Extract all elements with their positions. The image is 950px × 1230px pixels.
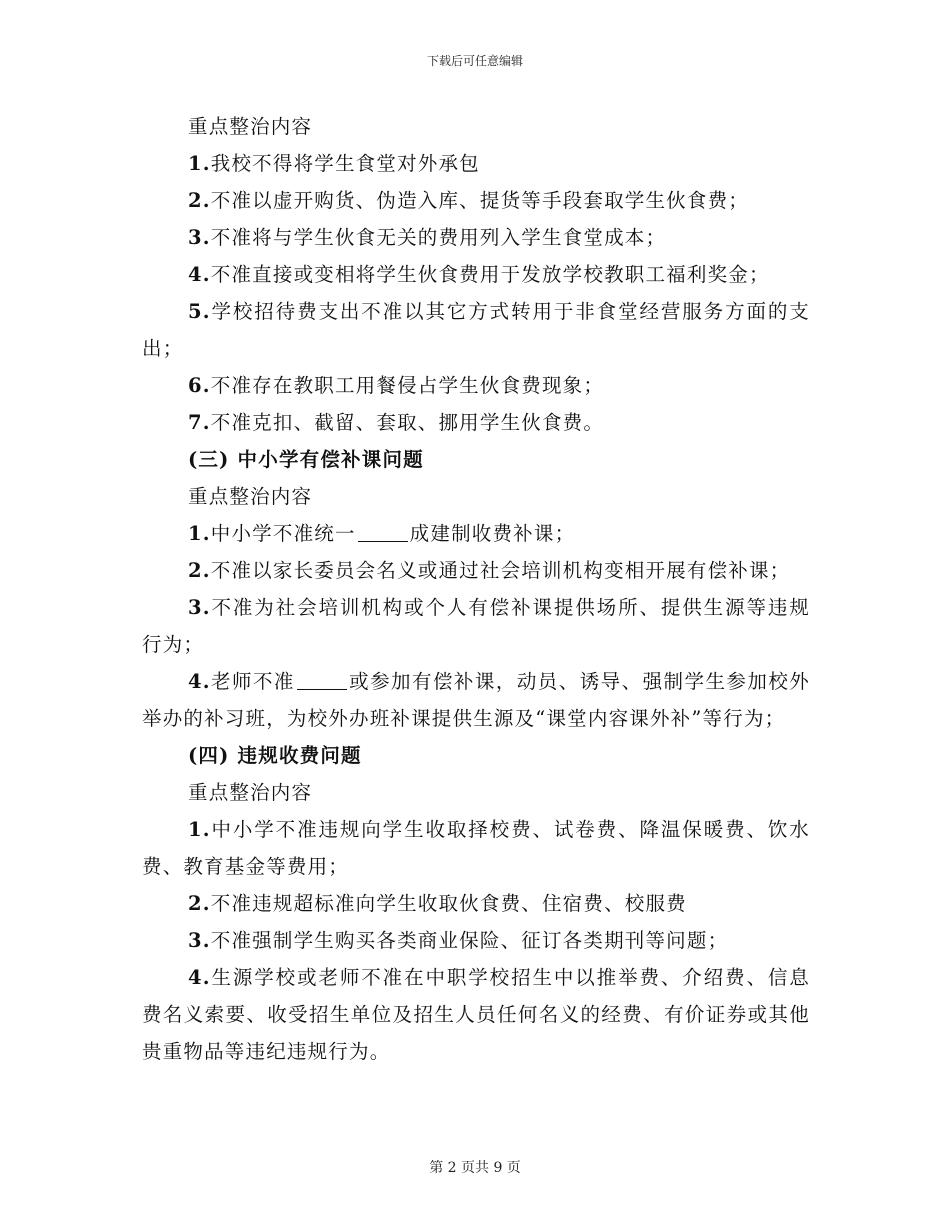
list-item [142, 182, 810, 219]
item-number: 2. [188, 189, 211, 212]
item-text: 不准克扣、截留、套取、挪用学生伙食费。 [210, 411, 605, 434]
fill-blank [358, 523, 408, 542]
item-text: 成建制收费补课； [409, 522, 576, 545]
list-item [142, 404, 810, 441]
list-item [142, 219, 810, 256]
item-text: 我校不得将学生食堂对外承包 [210, 152, 480, 175]
item-number: 4. [188, 263, 211, 286]
item-number: 1. [188, 522, 211, 545]
item-number: 3. [188, 929, 211, 952]
item-number: 6. [188, 374, 211, 397]
list-item [142, 367, 810, 404]
item-number: 5. [188, 300, 211, 323]
list-item [142, 145, 810, 182]
list-item [142, 885, 810, 922]
page-header: 下载后可任意编辑 [426, 54, 523, 68]
list-item [142, 515, 810, 552]
item-text: 或参加有偿补课，动员、诱导、强制学生参加校外举办的补习班，为校外办班补课提供生源及“课堂内容课外补”等行为； [142, 670, 810, 730]
list-item [142, 959, 810, 1070]
item-text: 不准为社会培训机构或个人有偿补课提供场所、提供生源等违规行为； [142, 596, 810, 656]
item-number: 1. [188, 818, 211, 841]
item-number: 3. [188, 596, 211, 619]
fill-blank [297, 671, 347, 690]
item-text: 不准存在教职工用餐侵占学生伙食费现象； [210, 374, 605, 397]
item-text: 学校招待费支出不准以其它方式转用于非食堂经营服务方面的支出； [142, 300, 810, 360]
item-text: 不准直接或变相将学生伙食费用于发放学校教职工福利奖金； [210, 263, 770, 286]
item-number: 3. [188, 226, 211, 249]
item-number: 4. [188, 966, 211, 989]
section-subtitle: 重点整治内容 [188, 781, 313, 804]
section-subtitle: 重点整治内容 [188, 485, 313, 508]
page-footer: 第 2 页共 9 页 [429, 1160, 521, 1176]
item-number: 2. [188, 559, 211, 582]
section-heading: (四) 违规收费问题 [188, 744, 362, 767]
list-item [142, 811, 810, 885]
item-text: 中小学不准违规向学生收取择校费、试卷费、降温保暖费、饮水费、教育基金等费用； [142, 818, 810, 878]
list-item [142, 589, 810, 663]
section-subtitle: 重点整治内容 [188, 115, 313, 138]
item-number: 2. [188, 892, 211, 915]
list-item [142, 922, 810, 959]
list-item [142, 256, 810, 293]
item-text: 中小学不准统一 [210, 522, 356, 545]
section-heading: (三) 中小学有偿补课问题 [188, 448, 424, 471]
item-text: 不准强制学生购买各类商业保险、征订各类期刊等问题； [210, 929, 729, 952]
document-body [142, 108, 810, 1070]
item-number: 1. [188, 152, 211, 175]
item-text: 不准以虚开购货、伪造入库、提货等手段套取学生伙食费； [210, 189, 749, 212]
list-item [142, 663, 810, 737]
item-text: 不准将与学生伙食无关的费用列入学生食堂成本； [210, 226, 667, 249]
item-number: 4. [188, 670, 211, 693]
item-text: 不准以家长委员会名义或通过社会培训机构变相开展有偿补课； [210, 559, 791, 582]
item-text: 老师不准 [210, 670, 295, 693]
item-text: 生源学校或老师不准在中职学校招生中以推举费、介绍费、信息费名义索要、收受招生单位及招生人员任何名义的经费、有价证券或其他贵重物品等违纪违规行为。 [142, 966, 810, 1063]
list-item [142, 293, 810, 367]
item-number: 7. [188, 411, 211, 434]
list-item [142, 552, 810, 589]
item-text: 不准违规超标准向学生收取伙食费、住宿费、校服费 [210, 892, 687, 915]
